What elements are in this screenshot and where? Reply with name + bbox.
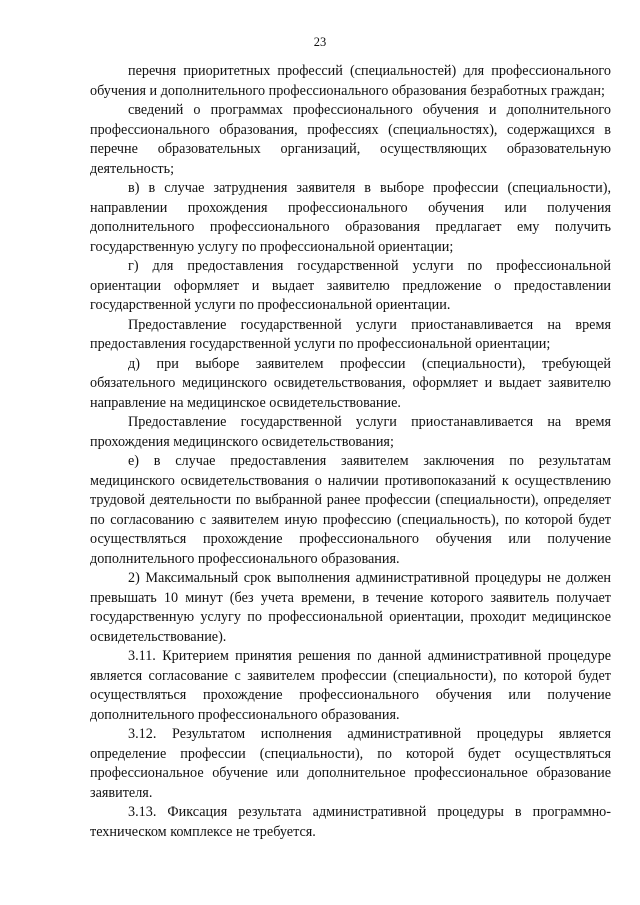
paragraph: Предоставление государственной услуги приостанавливается на время прохождения медицинского освидетельствования; <box>90 414 611 450</box>
paragraph: е) в случае предоставления заявителем заключения по результатам медицинского освидетельствования о наличии противопоказаний к осуществлению трудовой деятельности по выбранной ранее профессии (специальности), определяет по согласованию с заявителем иную профессию (специальность), по которой будет осуществляться прохождение профессионального обучения или получение дополнительного профессионального образования. <box>90 453 611 567</box>
page-number: 23 <box>313 35 327 49</box>
paragraph: д) при выборе заявителем профессии (специальности), требующей обязательного медицинского освидетельствования, оформляет и выдает заявителю направление на медицинское освидетельствование. <box>90 355 611 411</box>
paragraph: сведений о программах профессионального обучения и дополнительного профессионального образования, профессиях (специальностях), содержащихся в перечне образовательных организаций, осуществляющих образовательную деятельность; <box>90 102 611 177</box>
paragraph: 3.12. Результатом исполнения административной процедуры является определение профессии (специальности), по которой будет осуществляться профессиональное обучение или дополнительное профессиональное образование заявителя. <box>90 726 611 801</box>
paragraph: Предоставление государственной услуги приостанавливается на время предоставления государственной услуги по профессиональной ориентации; <box>90 316 611 352</box>
paragraph: г) для предоставления государственной услуги по профессиональной ориентации оформляет и выдает заявителю предложение о предоставлении государственной услуги по профессиональной ориентации. <box>90 258 611 313</box>
paragraph: 2) Максимальный срок выполнения административной процедуры не должен превышать 10 минут (без учета времени, в течение которого заявитель получает государственную услугу по профессиональной ориентации, проходит медицинское освидетельствование). <box>90 570 611 645</box>
paragraph: в) в случае затруднения заявителя в выборе профессии (специальности), направлении прохождения профессионального обучения или получения дополнительного профессионального образования предлагает ему получить государственную услугу по профессиональной ориентации; <box>90 180 611 255</box>
paragraph: перечня приоритетных профессий (специальностей) для профессионального обучения и дополнительного профессионального образования безработных граждан; <box>90 63 611 99</box>
document-body <box>90 62 611 842</box>
paragraph: 3.13. Фиксация результата административной процедуры в программно-техническом комплексе не требуется. <box>90 804 611 840</box>
paragraph: 3.11. Критерием принятия решения по данной административной процедуре является согласование с заявителем профессии (специальности), по которой будет осуществляться прохождение профессионального обучения или получение дополнительного профессионального образования. <box>90 648 611 723</box>
